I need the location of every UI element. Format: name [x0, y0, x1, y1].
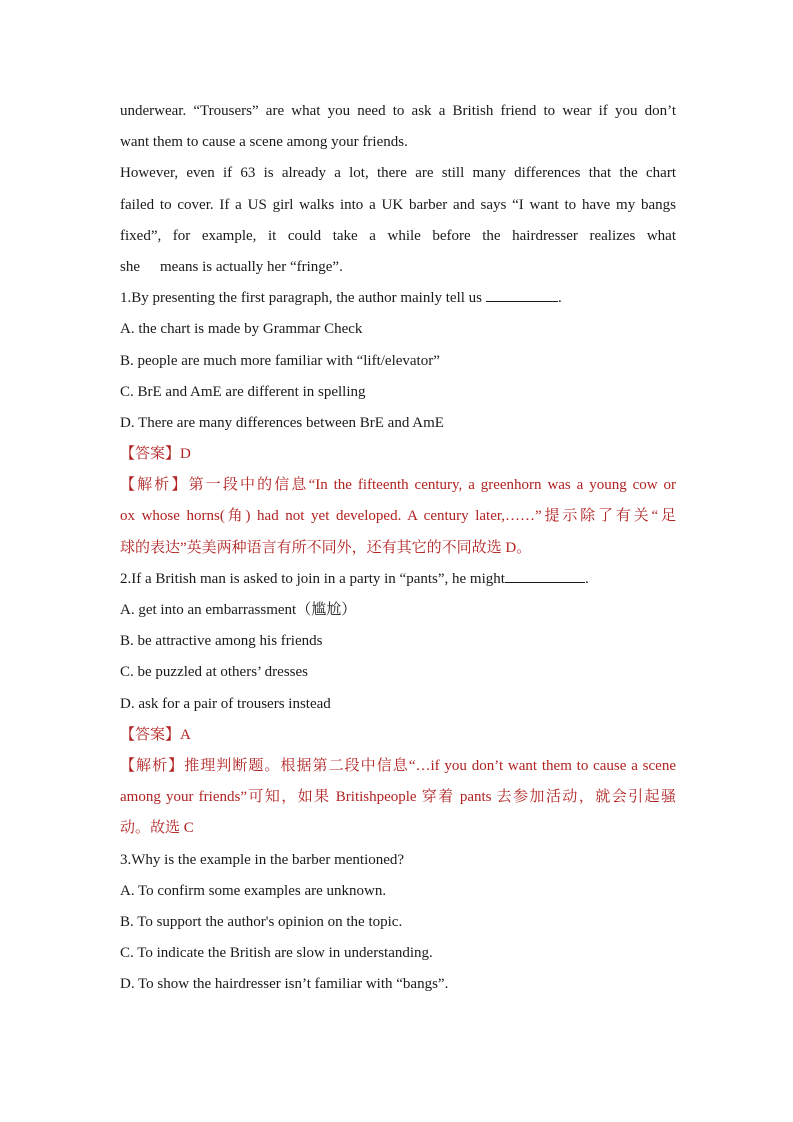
question-1-option-d: D. There are many differences between BrE and AmE: [120, 414, 444, 431]
question-1-analysis: [120, 470, 676, 501]
passage-line: [120, 252, 676, 283]
answer-tag: 【答案】: [120, 446, 181, 463]
question-text: 2.If a British man is asked to join in a party in “pants”, he might: [120, 570, 505, 587]
question-2-option-a: A. get into an embarrassment（尴尬）: [120, 602, 357, 618]
analysis-tag: 【解析】: [120, 477, 189, 494]
answer-blank: [505, 568, 585, 583]
passage-line: underwear. “Trousers” are what you need to ask a British friend to wear if you don’t: [120, 103, 676, 119]
question-1-option-b: B. people are much more familiar with “lift/elevator”: [120, 352, 440, 369]
question-2-analysis-line: 动。故选 C: [120, 820, 194, 837]
stem-period: .: [558, 290, 562, 307]
question-1-answer: [120, 439, 676, 470]
passage-line: fixed”, for example, it could take a while before the hairdresser realizes what: [120, 227, 676, 244]
stem-period: .: [584, 570, 589, 587]
analysis-text: 推理判断题。根据第二段中信息“…if you don’t want them to cause a scene: [184, 757, 676, 774]
question-1-analysis-line: ox whose horns(角) had not yet developed. A century later,……”提示除了有关“足: [120, 508, 676, 525]
passage-word: she: [120, 258, 140, 275]
answer-tag: 【答案】: [120, 726, 181, 743]
question-2-option-c: C. be puzzled at others’ dresses: [120, 664, 308, 681]
question-2-answer: [120, 720, 676, 751]
document-page: [120, 96, 676, 1000]
question-2-option-d: D. ask for a pair of trousers instead: [120, 695, 331, 712]
question-3-option-d: D. To show the hairdresser isn’t familiar with “bangs”.: [120, 976, 449, 993]
passage-line: failed to cover. If a US girl walks into a UK barber and says “I want to have my bangs: [120, 196, 676, 213]
question-3-option-a: A. To confirm some examples are unknown.: [120, 882, 387, 899]
question-3-option-c: C. To indicate the British are slow in understanding.: [120, 945, 433, 962]
question-3-stem: 3.Why is the example in the barber mentioned?: [120, 851, 405, 868]
answer-value: D: [180, 446, 191, 463]
passage-text: means is actually her “fringe”.: [160, 258, 343, 275]
question-3-option-b: B. To support the author's opinion on the topic.: [120, 913, 403, 930]
question-1-analysis-line: 球的表达”英美两种语言有所不同外，还有其它的不同故选 D。: [120, 539, 532, 556]
question-2-analysis: [120, 751, 676, 782]
question-2-analysis-line: among your friends”可知，如果 Britishpeople 穿着 pants 去参加活动，就会引起骚: [120, 789, 676, 806]
question-2-option-b: B. be attractive among his friends: [120, 633, 323, 650]
passage-line: want them to cause a scene among your friends.: [120, 134, 408, 151]
question-1-stem: [120, 283, 676, 314]
question-text: 1.By presenting the first paragraph, the author mainly tell us: [120, 290, 482, 307]
answer-blank: [486, 287, 558, 302]
question-1-option-a: A. the chart is made by Grammar Check: [120, 321, 363, 338]
passage-line: However, even if 63 is already a lot, there are still many differences that the chart: [120, 165, 676, 182]
analysis-tag: 【解析】: [120, 757, 185, 774]
question-2-stem: [120, 564, 676, 595]
question-1-option-c: C. BrE and AmE are different in spelling: [120, 383, 366, 400]
answer-value: A: [180, 726, 191, 743]
analysis-text: 第一段中的信息“In the fifteenth century, a greenhorn was a young cow or: [188, 477, 676, 494]
